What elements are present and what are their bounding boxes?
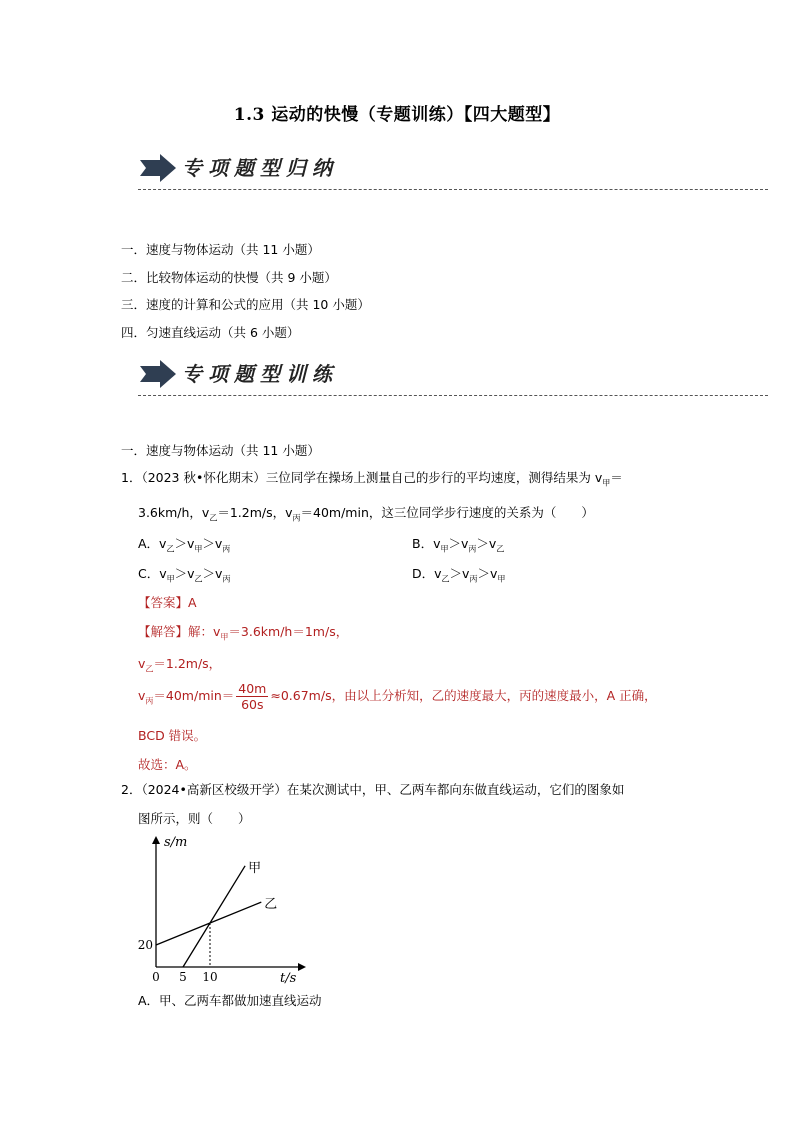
page-title: 1.3 运动的快慢（专题训练）【四大题型】 xyxy=(233,105,561,125)
option-d[interactable]: D．$v_乙>v_丙>v_甲$ xyxy=(412,566,506,584)
topic-list xyxy=(121,240,370,350)
s-t-graph xyxy=(130,830,310,985)
topic-item: 三．速度的计算和公式的应用（共 10 小题） xyxy=(121,297,370,312)
topic-item: 一．速度与物体运动（共 11 小题） xyxy=(121,242,320,257)
series-label: 甲 xyxy=(248,860,262,876)
solution-line-4: BCD 错误。 xyxy=(138,728,207,743)
series-line-jia xyxy=(183,866,245,967)
topic-item: 四．匀速直线运动（共 6 小题） xyxy=(121,324,300,340)
x-axis-label: t/s xyxy=(280,971,297,985)
section-heading: 一．速度与物体运动（共 11 小题） xyxy=(121,443,320,458)
solution-line-1: 【解答】解：$v_甲=3.6km/h=1m/s$， xyxy=(138,624,349,642)
option-a[interactable]: A．$v_乙>v_甲>v_丙$ xyxy=(138,536,231,554)
section-banner-summary xyxy=(138,150,768,190)
option-c[interactable]: C．$v_甲>v_乙>v_丙$ xyxy=(138,566,231,584)
question-1: 1．（2023 秋•怀化期末）三位同学在操场上测量自己的步行的平均速度，测得结果为 $v_甲=$ 3.6km/h，$v_乙=1.2m/s$，$v_丙=40m/\min$，这三位同学步行速度的关系为（ ） xyxy=(121,470,623,522)
section-banner-training xyxy=(138,356,768,396)
banner-title: 专项题型归纳 xyxy=(182,156,338,180)
banner-title: 专项题型训练 xyxy=(182,362,338,386)
y-axis-label: s/m xyxy=(164,835,188,850)
y-tick-label: 20 xyxy=(137,938,153,952)
answer-line: 【答案】A xyxy=(138,595,197,610)
solution-line-3: $v_丙=40m/\min=$ $\frac{40m}{60s}$ ≈0.67m/s，由以上分析知，乙的速度最大，丙的速度最小，A 正确， xyxy=(138,681,657,712)
series-label: 乙 xyxy=(264,897,278,913)
x-tick-label: 0 xyxy=(152,970,160,984)
fraction: $\frac{40m}{60s}$ xyxy=(238,681,267,712)
arrow-right-icon xyxy=(138,154,178,182)
x-tick-label: 5 xyxy=(179,970,187,984)
solution-line-2: $v_乙=1.2m/s$， xyxy=(138,656,222,674)
topic-item: 二．比较物体运动的快慢（共 9 小题） xyxy=(121,269,337,285)
series-line-yi xyxy=(156,902,261,945)
arrow-right-icon xyxy=(138,360,178,388)
option-b[interactable]: B．$v_甲>v_丙>v_乙$ xyxy=(412,536,505,554)
solution-line-5: 故选：A。 xyxy=(138,757,197,772)
question-1-options xyxy=(138,534,698,594)
question-2-option-a[interactable]: A．甲、乙两车都做加速直线运动 xyxy=(138,993,322,1008)
x-tick-label: 10 xyxy=(202,970,218,984)
y-axis-arrow xyxy=(152,836,160,844)
question-2: 2．（2024•高新区校级开学）在某次测试中，甲、乙两车都向东做直线运动，它们的图象如 图所示，则（ ） xyxy=(121,782,625,826)
x-axis-arrow xyxy=(298,963,306,971)
